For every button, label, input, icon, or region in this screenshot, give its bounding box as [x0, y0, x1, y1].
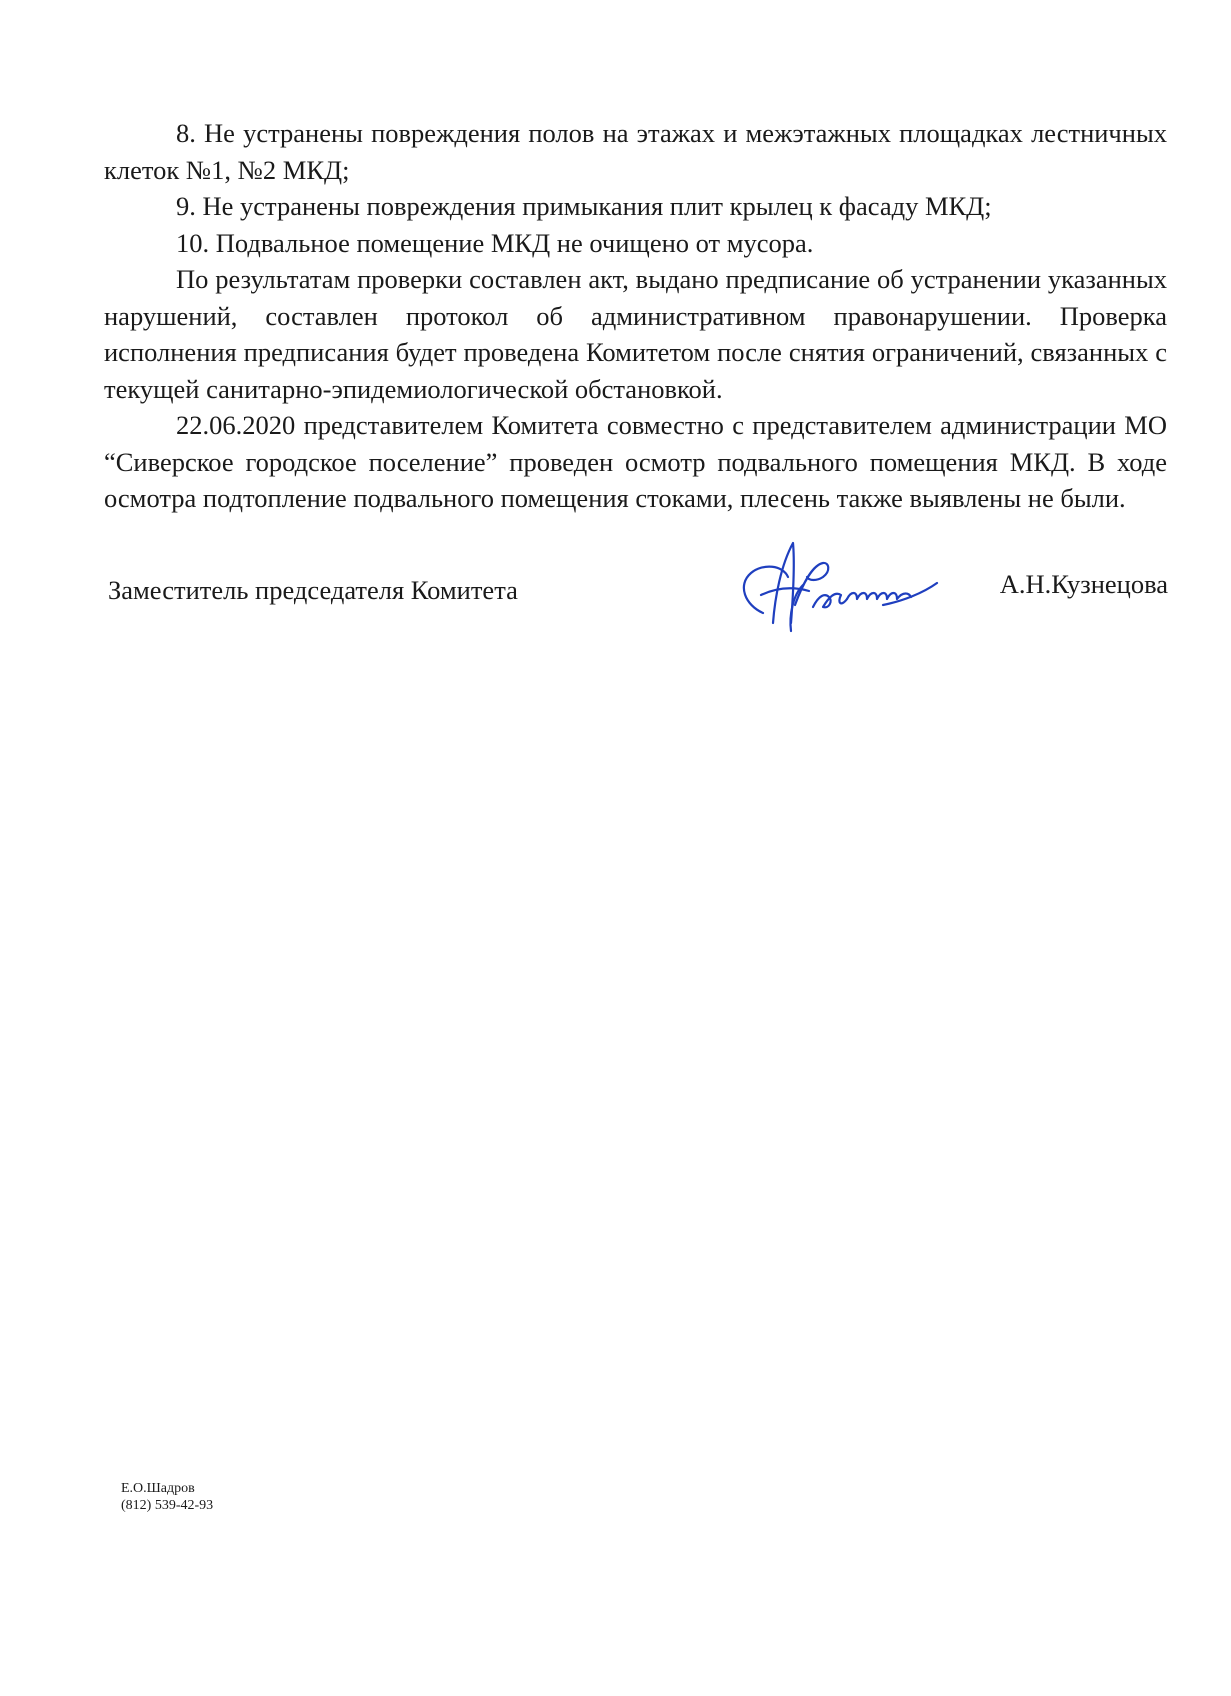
- paragraph-item-9: 9. Не устранены повреждения примыкания плит крылец к фасаду МКД;: [176, 191, 992, 221]
- paragraph-basement-inspection: 22.06.2020 представителем Комитета совместно с представителем администрации МО “Сиверское городское поселение” проведен осмотр подвального помещения МКД. В ходе осмотра подтопление подвального помещения стоками, плесень также выявлены не были.: [104, 410, 1167, 513]
- handwritten-signature-icon: [733, 535, 943, 635]
- executor-info: [121, 1480, 213, 1514]
- executor-name: Е.О.Шадров: [121, 1481, 195, 1496]
- signatory-title: Заместитель председателя Комитета: [108, 575, 518, 605]
- paragraph-inspection-results: По результатам проверки составлен акт, выдано предписание об устранении указанных нарушений, составлен протокол об административном правонарушении. Проверка исполнения предписания будет проведена Комитетом после снятия ограничений, связанных с текущей санитарно-эпидемиологической обстановкой.: [104, 264, 1167, 404]
- document-body: [104, 115, 1167, 517]
- signatory-name: А.Н.Кузнецова: [999, 569, 1168, 599]
- executor-phone: (812) 539-42-93: [121, 1498, 214, 1513]
- paragraph-item-8: 8. Не устранены повреждения полов на этажах и межэтажных площадках лестничных клеток №1, №2 МКД;: [104, 118, 1167, 185]
- signature-block: [108, 565, 1168, 635]
- paragraph-item-10: 10. Подвальное помещение МКД не очищено от мусора.: [176, 227, 814, 258]
